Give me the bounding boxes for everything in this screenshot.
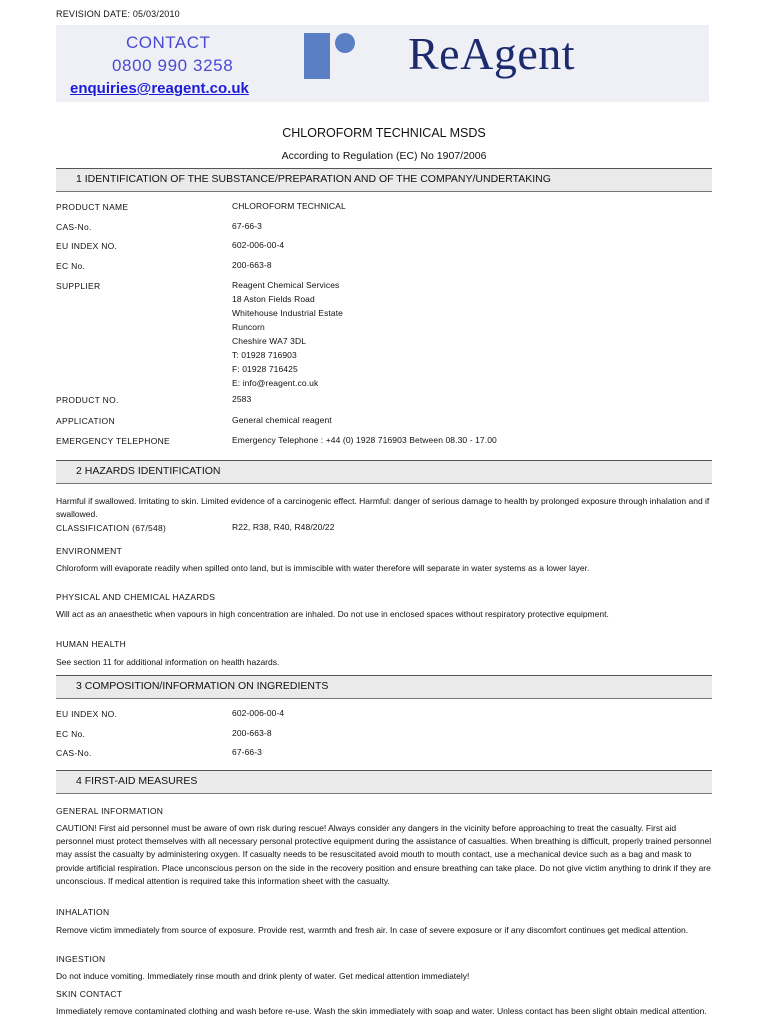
logo-dot-icon: [335, 33, 355, 53]
emergency-label: EMERGENCY TELEPHONE: [56, 436, 171, 446]
composition-ec-value: 200-663-8: [232, 728, 272, 738]
supplier-line: F: 01928 716425: [232, 364, 298, 374]
composition-cas-label: CAS-No.: [56, 748, 92, 758]
revision-date: REVISION DATE: 05/03/2010: [56, 9, 180, 19]
brand-logo: ReAgent: [408, 28, 576, 79]
general-info-text: CAUTION! First aid personnel must be aware of own risk during rescue! Always consider any dangers in the vicinity before approaching to treat the casualty. First aid personnel must protect themselves with all necessary personal protective equipment during the assistance of casualties. When breathing is difficult, properly trained personnel may assist the casualty by administering oxygen. If casualty needs to be resuscitated avoid mouth to mouth contact, use a mechanical device such as a bag and mask to provide artificial respiration. Place unconscious person on the side in the recovery position and ensure breathing can take place. Do not give victim anything to drink if they are unconscious. If medical attention is required take this information sheet with the casualty.: [56, 823, 712, 886]
composition-ec-label: EC No.: [56, 729, 86, 739]
supplier-address: [232, 278, 343, 390]
general-info-label: GENERAL INFORMATION: [56, 806, 164, 816]
classification-value: R22, R38, R40, R48/20/22: [232, 522, 335, 532]
composition-cas-value: 67-66-3: [232, 747, 262, 757]
logo-bar-icon: [304, 33, 330, 79]
ec-label: EC No.: [56, 261, 86, 271]
supplier-line: Cheshire WA7 3DL: [232, 336, 307, 346]
environment-text: Chloroform will evaporate readily when spilled onto land, but is immiscible with water therefore will separate in water systems as a lower layer.: [56, 563, 590, 573]
cas-label: CAS-No.: [56, 222, 92, 232]
document-subtitle: According to Regulation (EC) No 1907/2006: [281, 150, 487, 162]
section-4-title: 4 FIRST-AID MEASURES: [76, 775, 198, 787]
environment-label: ENVIRONMENT: [56, 546, 123, 556]
human-health-text: See section 11 for additional information on health hazards.: [56, 657, 280, 667]
product-no-value: 2583: [232, 394, 252, 404]
product-no-label: PRODUCT NO.: [56, 395, 119, 405]
document-title: CHLOROFORM TECHNICAL MSDS: [282, 126, 486, 140]
supplier-line: Reagent Chemical Services: [232, 280, 340, 290]
section-2-header: [56, 460, 712, 484]
section-4-header: [56, 770, 712, 794]
inhalation-label: INHALATION: [56, 907, 110, 917]
eu-index-label: EU INDEX NO.: [56, 241, 118, 251]
emergency-value: Emergency Telephone : +44 (0) 1928 716903 Between 08.30 - 17.00: [232, 435, 497, 445]
product-name-value: CHLOROFORM TECHNICAL: [232, 201, 346, 211]
ec-value: 200-663-8: [232, 260, 272, 270]
supplier-line: Whitehouse Industrial Estate: [232, 308, 343, 318]
hazards-intro: Harmful if swallowed. Irritating to skin. Limited evidence of a carcinogenic effect. Harmful: danger of serious damage to health by prolonged exposure through inhalation and if swallowed.: [56, 496, 710, 520]
section-3-title: 3 COMPOSITION/INFORMATION ON INGREDIENTS: [76, 680, 329, 692]
contact-label: CONTACT: [126, 33, 211, 52]
inhalation-text: Remove victim immediately from source of exposure. Provide rest, warmth and fresh air. In case of severe exposure or if any discomfort continues get medical attention.: [56, 925, 689, 935]
supplier-line: T: 01928 716903: [232, 350, 297, 360]
supplier-line: E: info@reagent.co.uk: [232, 378, 319, 388]
product-name-label: PRODUCT NAME: [56, 202, 129, 212]
ingestion-label: INGESTION: [56, 954, 106, 964]
composition-eu-index-value: 602-006-00-4: [232, 708, 285, 718]
skin-contact-text: Immediately remove contaminated clothing and wash before re-use. Wash the skin immediately with soap and water. Unless contact has been slight obtain medical attention.: [56, 1006, 707, 1016]
classification-label: CLASSIFICATION (67/548): [56, 523, 167, 533]
physical-hazards-label: PHYSICAL AND CHEMICAL HAZARDS: [56, 592, 216, 602]
human-health-label: HUMAN HEALTH: [56, 639, 127, 649]
supplier-label: SUPPLIER: [56, 281, 101, 291]
skin-contact-label: SKIN CONTACT: [56, 989, 123, 999]
application-label: APPLICATION: [56, 416, 115, 426]
cas-value: 67-66-3: [232, 221, 262, 231]
contact-phone: 0800 990 3258: [112, 56, 234, 75]
physical-hazards-text: Will act as an anaesthetic when vapours in high concentration are inhaled. Do not use in enclosed spaces without respiratory protective equipment.: [56, 609, 609, 619]
section-1-title: 1 IDENTIFICATION OF THE SUBSTANCE/PREPARATION AND OF THE COMPANY/UNDERTAKING: [76, 173, 551, 185]
section-3-header: [56, 675, 712, 699]
section-2-title: 2 HAZARDS IDENTIFICATION: [76, 465, 221, 477]
eu-index-value: 602-006-00-4: [232, 240, 285, 250]
supplier-line: 18 Aston Fields Road: [232, 294, 315, 304]
application-value: General chemical reagent: [232, 415, 332, 425]
section-1-header: [56, 168, 712, 192]
ingestion-text: Do not induce vomiting. Immediately rinse mouth and drink plenty of water. Get medical attention immediately!: [56, 971, 470, 981]
supplier-line: Runcorn: [232, 322, 265, 332]
composition-eu-index-label: EU INDEX NO.: [56, 709, 118, 719]
contact-email-link[interactable]: enquiries@reagent.co.uk: [70, 80, 249, 97]
